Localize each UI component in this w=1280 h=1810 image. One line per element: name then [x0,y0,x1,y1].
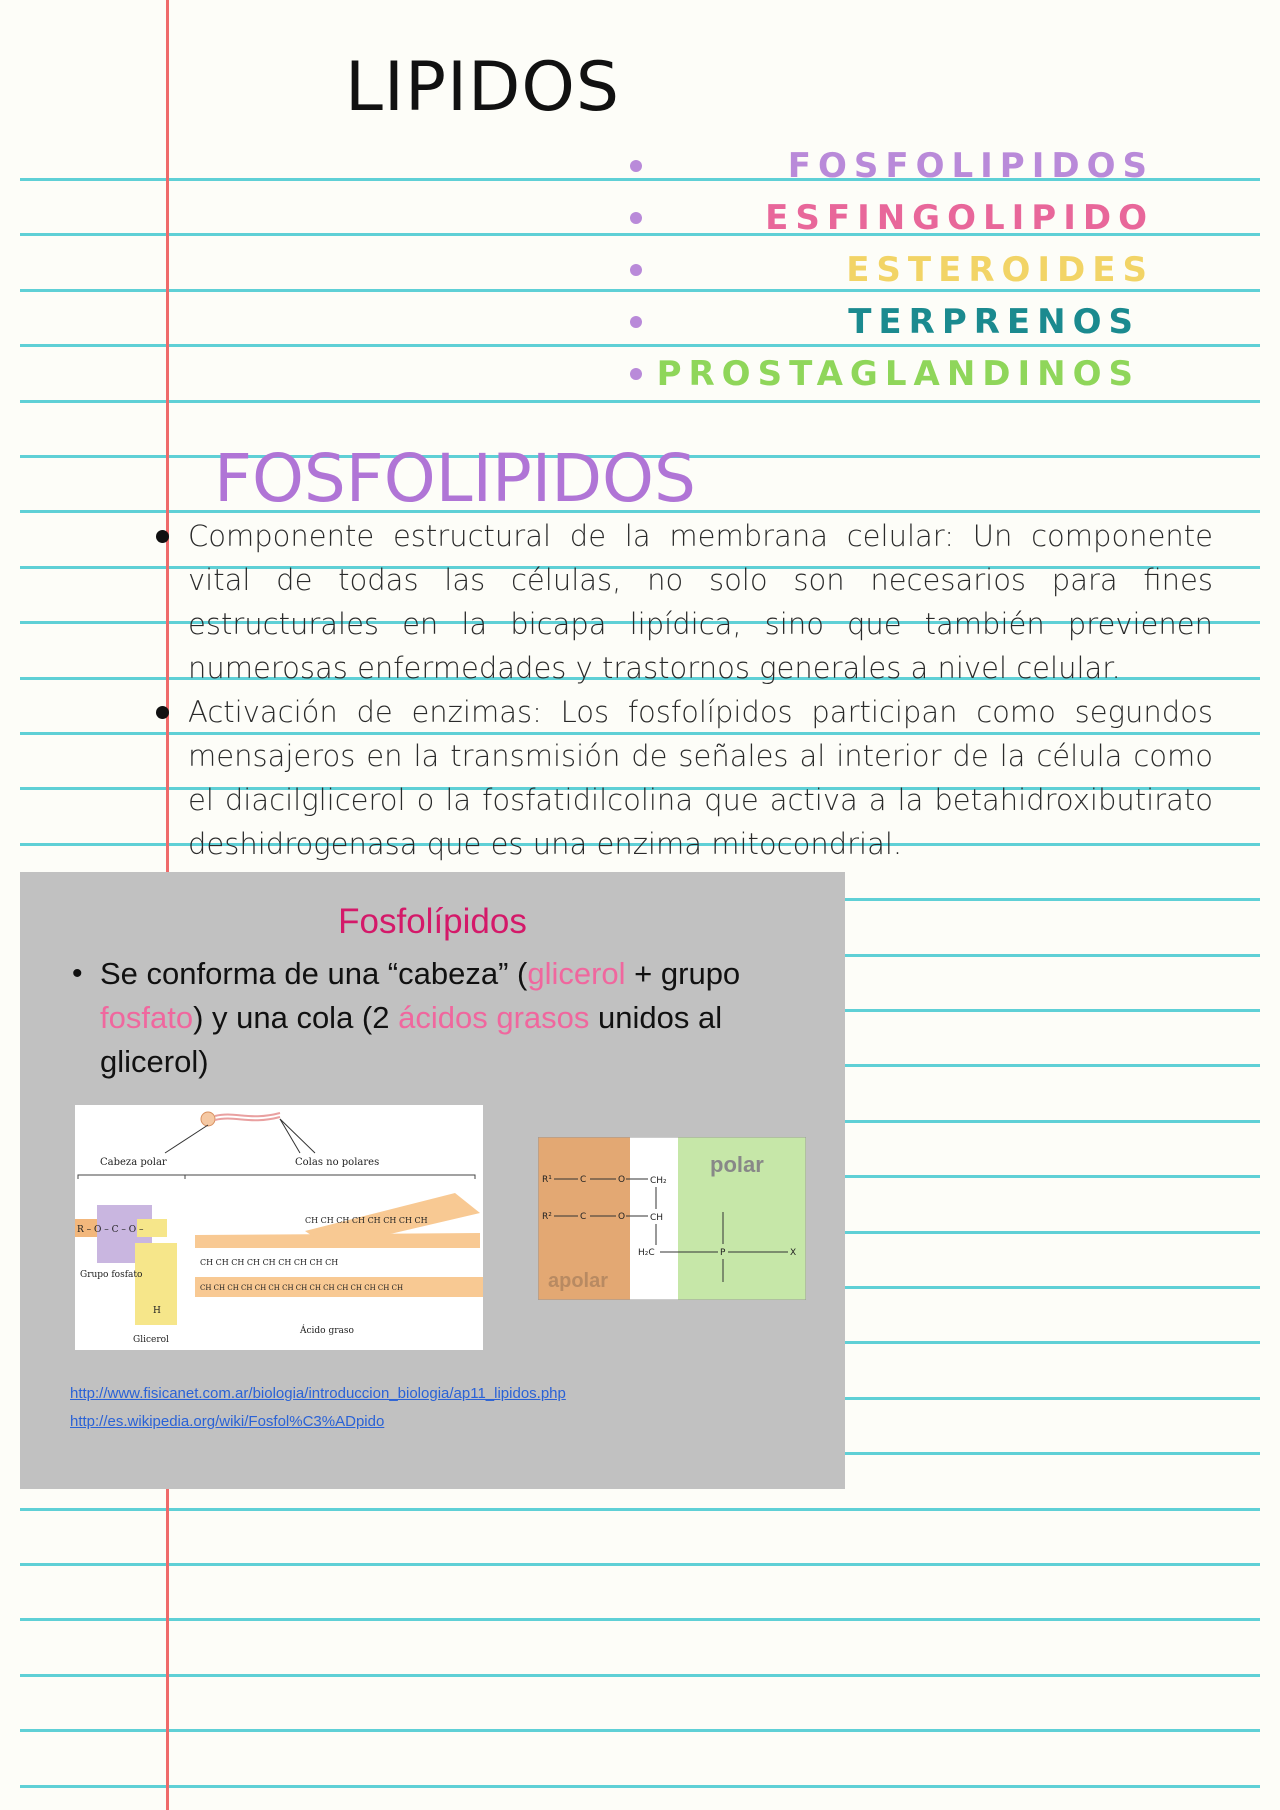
ruled-line [20,1674,1260,1677]
slide-text-part: Se conforma de una “cabeza” ( [100,956,528,991]
bullet-icon [156,530,169,543]
label-cabeza-polar: Cabeza polar [100,1157,167,1168]
description-text: Componente estructural de la membrana celular: Un componente vital de todas las células, no solo son necesarios para fines estructurales en la bicapa lipídica, sino que también previenen numerosas enfermedades y trastornos generales a nivel celular. [188,519,1213,685]
label-apolar: apolar [548,1270,609,1292]
description-item [150,690,1213,866]
bullet-dot-icon [630,212,642,224]
ruled-line [20,1729,1260,1732]
highlight-acidos-grasos: ácidos grasos [398,1000,590,1035]
description-list [150,514,1213,866]
label-acido-graso: Ácido graso [300,1326,354,1336]
phospholipid-diagram [75,1105,483,1350]
phospholipid-structure-figure [75,1105,483,1350]
label-x: X [790,1248,797,1258]
topic-item [630,192,1154,244]
slide-title: Fosfolípidos [338,902,527,941]
topic-label: PROSTAGLANDINOS [656,354,1140,394]
ruled-line [20,1508,1260,1511]
highlight-glicerol: glicerol [527,956,626,991]
topic-list [630,140,1154,400]
label-ch: CH [650,1213,664,1223]
label-grupo-fosfato: Grupo fosfato [80,1270,143,1280]
reference-link-wikipedia[interactable]: http://es.wikipedia.org/wiki/Fosfol%C3%ADpido [70,1413,385,1430]
label-ch2: CH₂ [650,1176,667,1186]
slide-text-part: ) y una cola (2 [193,1000,399,1035]
topic-label: TERPRENOS [848,302,1140,342]
topic-label: ESFINGOLIPIDO [765,198,1154,238]
topic-item [630,140,1154,192]
svg-text:C: C [580,1175,587,1185]
ruled-line [20,1618,1260,1621]
label-polar: polar [710,1152,764,1177]
highlight-fosfato: fosfato [100,1000,194,1035]
topic-label: ESTEROIDES [846,250,1154,290]
bullet-dot-icon [630,368,642,380]
slide-text-part: + grupo [625,956,741,991]
label-h2c: H₂C [638,1248,655,1258]
svg-text:O: O [618,1175,626,1185]
topic-item [630,244,1154,296]
topic-item [630,296,1154,348]
ruled-line [20,1785,1260,1788]
svg-text:O: O [618,1212,626,1222]
reference-links [70,1380,566,1436]
label-glicerol: Glicerol [133,1335,169,1345]
topic-label: FOSFOLIPIDOS [787,146,1154,186]
topic-item [630,348,1154,400]
bullet-dot-icon [630,160,642,172]
description-text: Activación de enzimas: Los fosfolípidos participan como segundos mensajeros en la transmisión de señales al interior de la célula como el diacilglicerol o la fosfatidilcolina que activa a la betahidroxibutirato deshidrogenasa que es una enzima mitocondrial. [188,695,1213,861]
label-p: P [720,1248,726,1258]
reference-link-fisicanet[interactable]: http://www.fisicanet.com.ar/biologia/introduccion_biologia/ap11_lipidos.php [70,1385,566,1402]
bullet-dot-icon [630,264,642,276]
bullet-dot-icon [630,316,642,328]
ruled-line [20,400,1260,403]
ruled-line [20,1563,1260,1566]
svg-text:C: C [580,1212,587,1222]
polar-apolar-diagram [538,1137,806,1300]
bullet-icon: • [72,957,83,990]
embedded-slide [20,872,845,1489]
bullet-icon [156,706,169,719]
description-item [150,514,1213,690]
label-r1: R¹ [542,1175,552,1185]
label-r2: R² [542,1212,552,1222]
section-title: FOSFOLIPIDOS [214,440,696,517]
head-blob [201,1112,215,1126]
r-group-label: R – O – C – O – [77,1225,144,1235]
slide-text [72,952,820,1084]
polar-apolar-figure [538,1137,806,1300]
page-title: LIPIDOS [345,48,621,127]
chain-top-label: CH CH CH CH CH CH CH CH [305,1216,428,1225]
hydrogen-label: H [153,1306,161,1316]
label-colas-no-polares: Colas no polares [295,1157,380,1168]
chain-bottom-label: CH CH CH CH CH CH CH CH CH CH CH CH CH CH CH [200,1284,404,1292]
chain-mid-label: CH CH CH CH CH CH CH CH CH [200,1258,339,1267]
slide-text-part: unidos al glicerol) [100,1000,723,1079]
